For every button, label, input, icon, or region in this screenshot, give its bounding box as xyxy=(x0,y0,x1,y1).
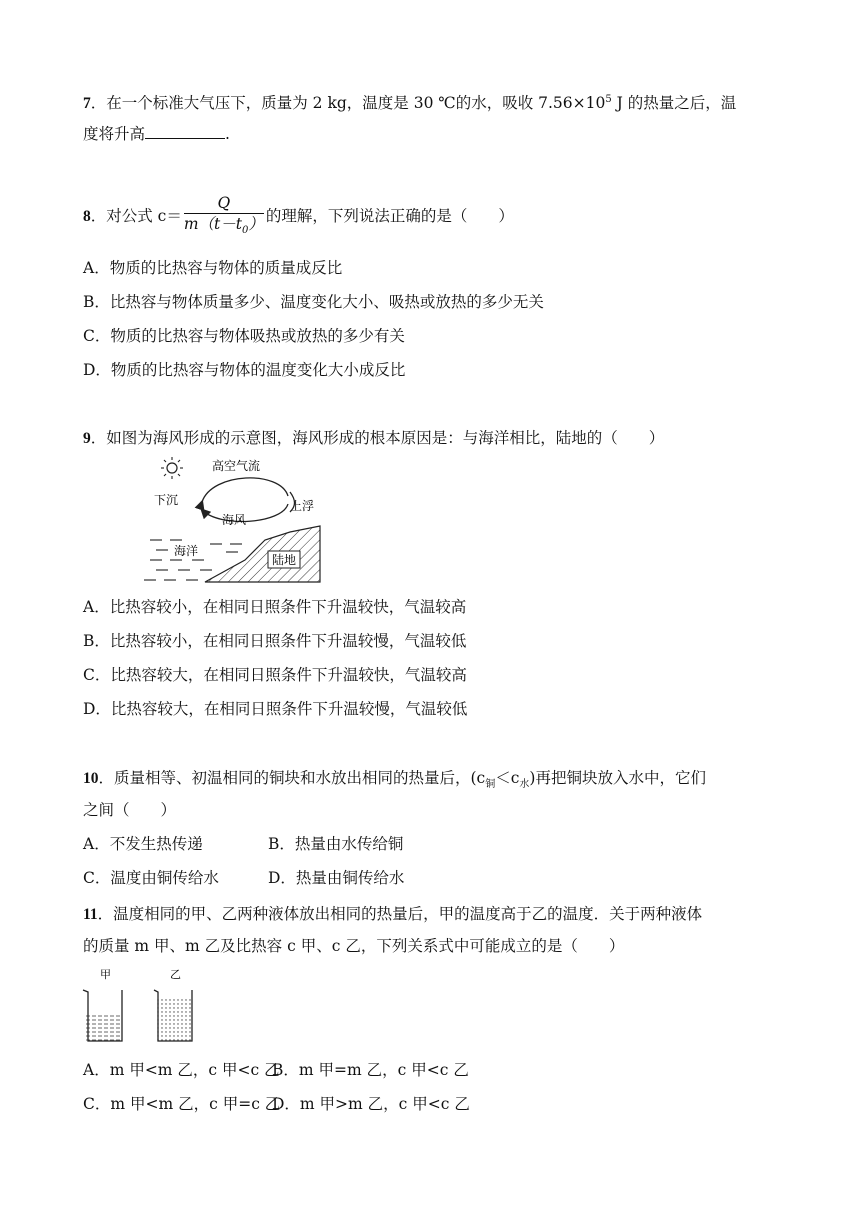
formula-fraction xyxy=(184,194,264,240)
label-sink: 下沉 xyxy=(154,493,179,507)
fraction-denominator xyxy=(184,214,264,240)
beakers-figure xyxy=(80,966,210,1046)
option-9d[interactable]: D．比热容较大，在相同日照条件下升温较慢，气温较低 xyxy=(83,700,468,718)
question-number: 11 xyxy=(83,906,98,923)
option-11d[interactable]: D．m 甲>m 乙，c 甲<c 乙 xyxy=(272,1095,470,1113)
question-number: 7 xyxy=(83,95,91,113)
question-text: ．质量相等、初温相同的铜块和水放出相同的热量后，(c xyxy=(98,769,486,787)
label-sea-breeze: 海风 xyxy=(222,513,247,527)
question-number: 8 xyxy=(83,208,91,226)
exponent: 5 xyxy=(605,94,612,105)
label-rise: 上浮 xyxy=(290,499,315,513)
question-8 xyxy=(83,194,783,238)
label-high-air: 高空气流 xyxy=(212,459,261,473)
question-number: 9 xyxy=(83,430,91,447)
question-9 xyxy=(83,428,783,449)
denominator-end: ） xyxy=(248,215,264,233)
beaker-jia xyxy=(83,990,122,1041)
sea-breeze-diagram xyxy=(140,452,325,587)
option-8d[interactable]: D．物质的比热容与物体的温度变化大小成反比 xyxy=(83,361,406,379)
option-10c[interactable]: C．温度由铜传给水 xyxy=(83,869,219,887)
option-11a[interactable]: A．m 甲<m 乙，c 甲<c 乙 xyxy=(83,1061,280,1079)
question-7 xyxy=(83,90,783,114)
option-10b[interactable]: B．热量由水传给铜 xyxy=(268,835,404,853)
label-sea: 海洋 xyxy=(174,544,199,558)
fraction-numerator: Q xyxy=(184,194,264,214)
option-9a[interactable]: A．比热容较小，在相同日照条件下升温较快，气温较高 xyxy=(83,598,467,616)
subscript-copper: 铜 xyxy=(485,779,496,791)
air-flow-top xyxy=(202,478,288,502)
question-10 xyxy=(83,768,783,795)
option-11c[interactable]: C．m 甲<m 乙，c 甲=c 乙 xyxy=(83,1095,281,1113)
label-land: 陆地 xyxy=(272,553,297,567)
subscript-water: 水 xyxy=(519,779,530,791)
question-text: ．如图为海风形成的示意图，海风形成的根本原因是：与海洋相比，陆地的（ ） xyxy=(90,429,665,447)
question-text: 的理解，下列说法正确的是（ ） xyxy=(265,207,514,226)
question-text: ．对公式 c＝ xyxy=(90,207,182,226)
option-9b[interactable]: B．比热容较小，在相同日照条件下升温较慢，气温较低 xyxy=(83,632,467,650)
question-11 xyxy=(83,904,783,925)
option-10a[interactable]: A．不发生热传递 xyxy=(83,835,203,853)
label-jia: 甲 xyxy=(100,968,111,981)
option-8a[interactable]: A．物质的比热容与物体的质量成反比 xyxy=(83,259,343,277)
question-text: ．在一个标准大气压下，质量为 2 kg，温度是 30 ℃的水，吸收 7.56×10 xyxy=(90,94,606,113)
question-text: J 的热量之后，温 xyxy=(611,94,737,113)
land xyxy=(205,526,320,582)
question-number: 10 xyxy=(83,770,99,787)
option-11b[interactable]: B．m 甲=m 乙，c 甲<c 乙 xyxy=(272,1061,469,1079)
answer-blank[interactable] xyxy=(145,124,225,139)
period: . xyxy=(225,125,230,143)
question-10-line2: 之间（ ） xyxy=(83,801,177,819)
sun-icon xyxy=(161,457,183,479)
question-text: 度将升高 xyxy=(83,125,146,143)
denominator-text: m（t－t xyxy=(183,215,243,233)
option-9c[interactable]: C．比热容较大，在相同日照条件下升温较快，气温较高 xyxy=(83,666,467,684)
label-yi: 乙 xyxy=(170,968,181,981)
beaker-yi xyxy=(154,990,192,1041)
question-7-line2 xyxy=(83,124,783,144)
option-8c[interactable]: C．物质的比热容与物体吸热或放热的多少有关 xyxy=(83,327,405,345)
less-than: ＜c xyxy=(495,769,520,787)
question-text: ．温度相同的甲、乙两种液体放出相同的热量后，甲的温度高于乙的温度．关于两种液体 xyxy=(97,905,703,923)
option-8b[interactable]: B．比热容与物体质量多少、温度变化大小、吸热或放热的多少无关 xyxy=(83,293,544,311)
question-11-line2: 的质量 m 甲、m 乙及比热容 c 甲、c 乙，下列关系式中可能成立的是（ ） xyxy=(83,937,625,955)
denominator-sub: 0 xyxy=(242,225,249,237)
question-text: )再把铜块放入水中，它们 xyxy=(529,769,706,787)
option-10d[interactable]: D．热量由铜传给水 xyxy=(268,869,405,887)
